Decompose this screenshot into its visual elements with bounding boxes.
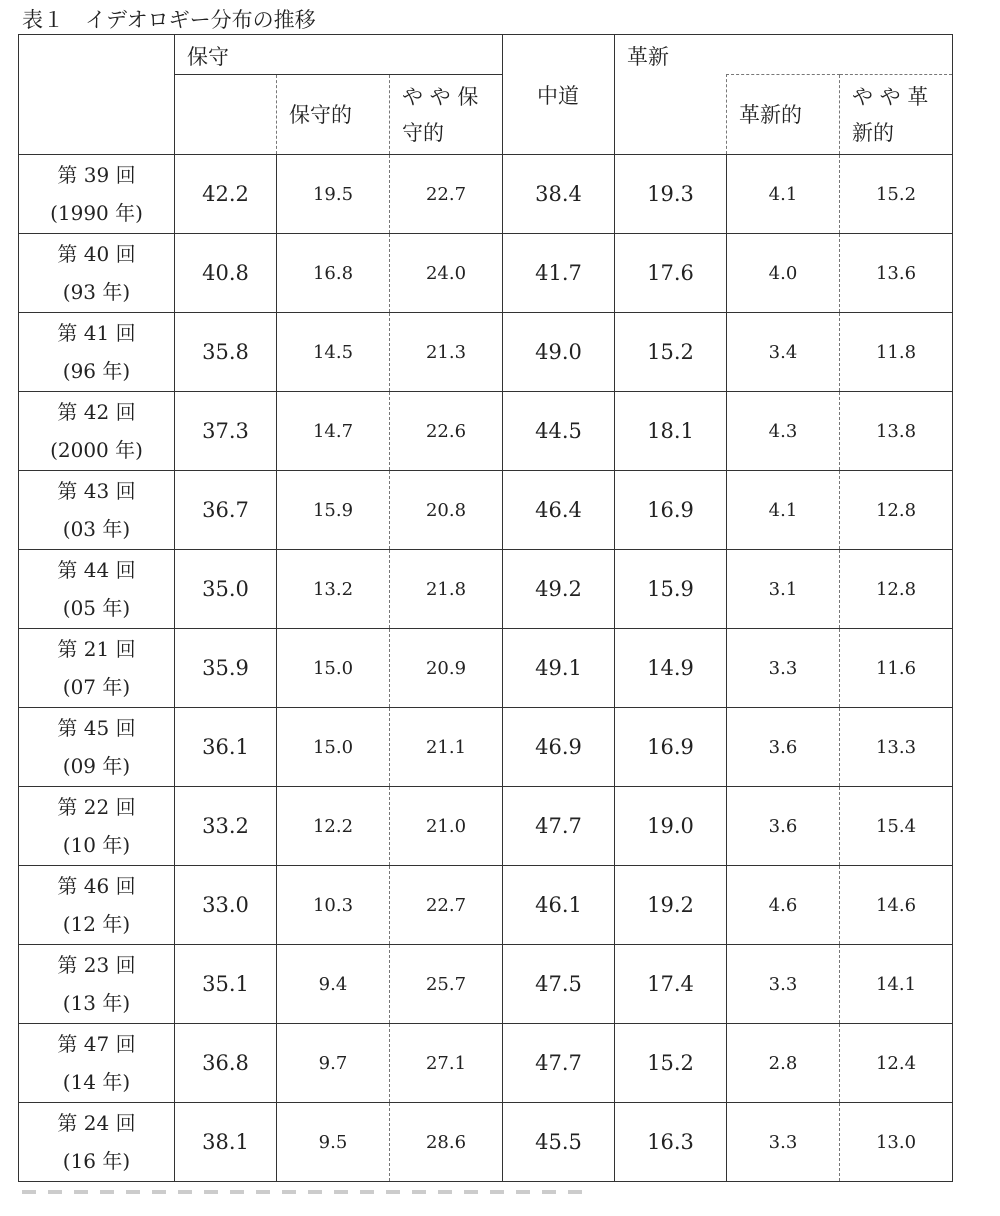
cropped-footnote-edge <box>22 1190 582 1194</box>
cell-progressive-total: 15.2 <box>615 313 727 392</box>
cell-somewhat-progressive: 12.8 <box>840 471 953 550</box>
cell-somewhat-progressive: 11.6 <box>840 629 953 708</box>
table-row <box>19 550 953 629</box>
cell-somewhat-conservative: 21.8 <box>390 550 503 629</box>
cell-somewhat-conservative: 21.1 <box>390 708 503 787</box>
row-label <box>19 787 175 866</box>
cell-center: 47.5 <box>503 945 615 1024</box>
row-label <box>19 629 175 708</box>
cell-progressive: 3.4 <box>727 313 840 392</box>
cell-progressive: 3.3 <box>727 1103 840 1182</box>
cell-center: 49.2 <box>503 550 615 629</box>
survey-number: 第 47 回 <box>57 1032 136 1056</box>
row-label <box>19 866 175 945</box>
cell-somewhat-progressive: 13.0 <box>840 1103 953 1182</box>
cell-conservative-total: 42.2 <box>175 155 277 234</box>
table-row <box>19 787 953 866</box>
header-progressive: 革新 <box>615 35 953 75</box>
cell-conservative: 9.7 <box>277 1024 390 1103</box>
cell-center: 46.9 <box>503 708 615 787</box>
table-row <box>19 471 953 550</box>
survey-number: 第 46 回 <box>57 874 136 898</box>
cell-somewhat-conservative: 27.1 <box>390 1024 503 1103</box>
table-title: 表１ イデオロギー分布の推移 <box>22 8 316 32</box>
cell-conservative-total: 36.7 <box>175 471 277 550</box>
table-body <box>19 155 953 1182</box>
survey-year: (13 年) <box>62 991 131 1015</box>
survey-year: (16 年) <box>62 1149 131 1173</box>
row-label <box>19 155 175 234</box>
cell-conservative: 14.5 <box>277 313 390 392</box>
row-label <box>19 550 175 629</box>
survey-number: 第 39 回 <box>57 163 136 187</box>
cell-conservative: 15.9 <box>277 471 390 550</box>
cell-somewhat-conservative: 25.7 <box>390 945 503 1024</box>
cell-conservative-total: 37.3 <box>175 392 277 471</box>
header-corner <box>19 35 175 155</box>
cell-somewhat-conservative: 28.6 <box>390 1103 503 1182</box>
table-row <box>19 866 953 945</box>
table-row <box>19 1024 953 1103</box>
cell-conservative: 9.4 <box>277 945 390 1024</box>
cell-conservative: 13.2 <box>277 550 390 629</box>
survey-number: 第 41 回 <box>57 321 136 345</box>
cell-center: 46.4 <box>503 471 615 550</box>
survey-year: (14 年) <box>62 1070 131 1094</box>
survey-year: (07 年) <box>62 675 131 699</box>
survey-number: 第 43 回 <box>57 479 136 503</box>
cell-somewhat-progressive: 14.1 <box>840 945 953 1024</box>
cell-progressive: 3.6 <box>727 787 840 866</box>
survey-year: (03 年) <box>62 517 131 541</box>
row-label <box>19 1103 175 1182</box>
cell-progressive-total: 19.3 <box>615 155 727 234</box>
cell-progressive: 3.6 <box>727 708 840 787</box>
cell-somewhat-conservative: 20.9 <box>390 629 503 708</box>
cell-conservative-total: 40.8 <box>175 234 277 313</box>
survey-year: (2000 年) <box>50 438 143 462</box>
cell-conservative: 10.3 <box>277 866 390 945</box>
table-row <box>19 629 953 708</box>
cell-progressive: 3.3 <box>727 629 840 708</box>
cell-progressive-total: 14.9 <box>615 629 727 708</box>
header-somewhat-progressive: や や 革 新的 <box>840 75 953 155</box>
cell-center: 46.1 <box>503 866 615 945</box>
cell-progressive: 2.8 <box>727 1024 840 1103</box>
cell-somewhat-conservative: 21.3 <box>390 313 503 392</box>
cell-progressive-total: 17.4 <box>615 945 727 1024</box>
cell-progressive: 3.3 <box>727 945 840 1024</box>
cell-conservative-total: 35.8 <box>175 313 277 392</box>
cell-center: 49.1 <box>503 629 615 708</box>
cell-progressive-total: 15.2 <box>615 1024 727 1103</box>
cell-conservative-total: 35.9 <box>175 629 277 708</box>
cell-conservative-total: 35.0 <box>175 550 277 629</box>
cell-somewhat-progressive: 13.3 <box>840 708 953 787</box>
header-conservative-sub: 保守的 <box>277 75 390 155</box>
cell-center: 44.5 <box>503 392 615 471</box>
table-row <box>19 1103 953 1182</box>
cell-progressive-total: 19.2 <box>615 866 727 945</box>
table-row <box>19 945 953 1024</box>
cell-somewhat-conservative: 24.0 <box>390 234 503 313</box>
cell-progressive: 4.0 <box>727 234 840 313</box>
row-label <box>19 708 175 787</box>
cell-progressive: 3.1 <box>727 550 840 629</box>
table-row <box>19 234 953 313</box>
header-progressive-total-blank <box>615 75 727 155</box>
table-row <box>19 392 953 471</box>
cell-conservative-total: 36.1 <box>175 708 277 787</box>
cell-somewhat-progressive: 15.2 <box>840 155 953 234</box>
cell-progressive-total: 16.3 <box>615 1103 727 1182</box>
cell-conservative: 9.5 <box>277 1103 390 1182</box>
cell-progressive: 4.1 <box>727 471 840 550</box>
survey-number: 第 45 回 <box>57 716 136 740</box>
cell-progressive-total: 17.6 <box>615 234 727 313</box>
survey-number: 第 44 回 <box>57 558 136 582</box>
table-row <box>19 708 953 787</box>
header-conservative: 保守 <box>175 35 503 75</box>
ideology-distribution-table <box>18 34 953 1182</box>
cell-somewhat-progressive: 14.6 <box>840 866 953 945</box>
cell-progressive-total: 19.0 <box>615 787 727 866</box>
row-label <box>19 1024 175 1103</box>
cell-somewhat-conservative: 20.8 <box>390 471 503 550</box>
cell-conservative-total: 36.8 <box>175 1024 277 1103</box>
cell-somewhat-conservative: 22.6 <box>390 392 503 471</box>
cell-conservative: 12.2 <box>277 787 390 866</box>
survey-year: (05 年) <box>62 596 131 620</box>
survey-number: 第 22 回 <box>57 795 136 819</box>
survey-year: (09 年) <box>62 754 131 778</box>
table-row <box>19 313 953 392</box>
cell-somewhat-progressive: 13.8 <box>840 392 953 471</box>
cell-conservative-total: 35.1 <box>175 945 277 1024</box>
cell-progressive: 4.6 <box>727 866 840 945</box>
header-conservative-total-blank <box>175 75 277 155</box>
survey-year: (96 年) <box>62 359 131 383</box>
row-label <box>19 234 175 313</box>
cell-progressive-total: 16.9 <box>615 708 727 787</box>
cell-progressive: 4.1 <box>727 155 840 234</box>
header-progressive-sub: 革新的 <box>727 75 840 155</box>
cell-center: 38.4 <box>503 155 615 234</box>
cell-somewhat-progressive: 12.8 <box>840 550 953 629</box>
survey-number: 第 42 回 <box>57 400 136 424</box>
cell-center: 47.7 <box>503 1024 615 1103</box>
cell-somewhat-progressive: 11.8 <box>840 313 953 392</box>
cell-conservative-total: 38.1 <box>175 1103 277 1182</box>
cell-center: 47.7 <box>503 787 615 866</box>
cell-center: 45.5 <box>503 1103 615 1182</box>
cell-somewhat-conservative: 21.0 <box>390 787 503 866</box>
cell-conservative: 15.0 <box>277 708 390 787</box>
survey-year: (1990 年) <box>50 201 143 225</box>
survey-number: 第 23 回 <box>57 953 136 977</box>
table-row <box>19 155 953 234</box>
cell-conservative-total: 33.0 <box>175 866 277 945</box>
survey-number: 第 24 回 <box>57 1111 136 1135</box>
cell-conservative: 16.8 <box>277 234 390 313</box>
cell-conservative-total: 33.2 <box>175 787 277 866</box>
row-label <box>19 392 175 471</box>
cell-progressive-total: 18.1 <box>615 392 727 471</box>
cell-conservative: 14.7 <box>277 392 390 471</box>
cell-somewhat-conservative: 22.7 <box>390 155 503 234</box>
cell-progressive: 4.3 <box>727 392 840 471</box>
cell-progressive-total: 15.9 <box>615 550 727 629</box>
survey-year: (12 年) <box>62 912 131 936</box>
survey-number: 第 21 回 <box>57 637 136 661</box>
cell-somewhat-conservative: 22.7 <box>390 866 503 945</box>
survey-year: (93 年) <box>62 280 131 304</box>
cell-somewhat-progressive: 13.6 <box>840 234 953 313</box>
cell-center: 41.7 <box>503 234 615 313</box>
header-somewhat-conservative: や や 保 守的 <box>390 75 503 155</box>
row-label <box>19 471 175 550</box>
header-center: 中道 <box>503 35 615 155</box>
row-label <box>19 313 175 392</box>
cell-somewhat-progressive: 15.4 <box>840 787 953 866</box>
cell-progressive-total: 16.9 <box>615 471 727 550</box>
cell-center: 49.0 <box>503 313 615 392</box>
survey-year: (10 年) <box>62 833 131 857</box>
cell-somewhat-progressive: 12.4 <box>840 1024 953 1103</box>
survey-number: 第 40 回 <box>57 242 136 266</box>
cell-conservative: 19.5 <box>277 155 390 234</box>
cell-conservative: 15.0 <box>277 629 390 708</box>
row-label <box>19 945 175 1024</box>
